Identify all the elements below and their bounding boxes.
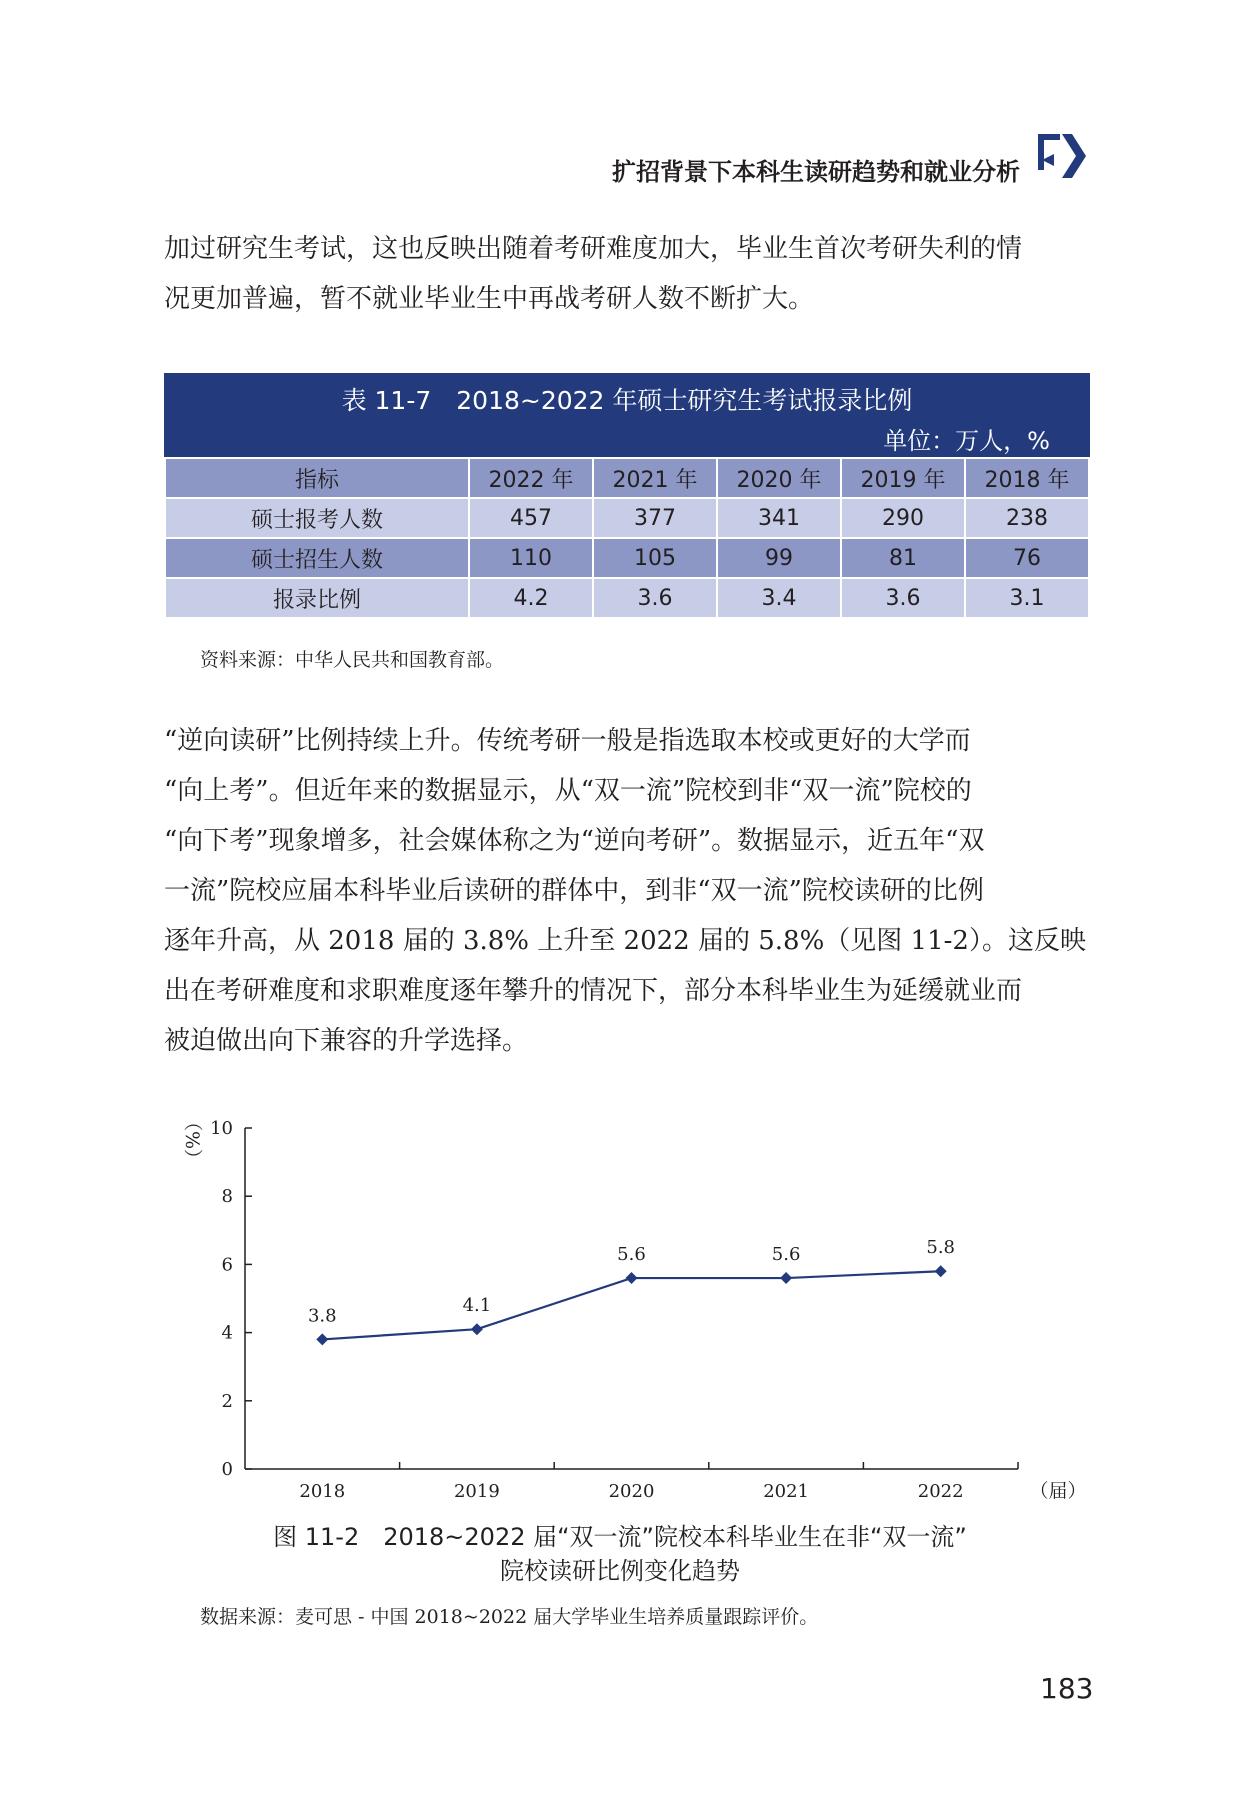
- paragraph-line: 加过研究生考试，这也反映出随着考研难度加大，毕业生首次考研失利的情: [164, 234, 1023, 264]
- table-cell: 377: [593, 498, 717, 538]
- table-cell: 3.6: [593, 578, 717, 618]
- table-source-note: 资料来源：中华人民共和国教育部。: [200, 649, 505, 671]
- data-point-marker: [935, 1265, 947, 1277]
- paragraph-line: 况更加普遍，暂不就业毕业生中再战考研人数不断扩大。: [164, 284, 815, 314]
- table-cell: 457: [469, 498, 593, 538]
- table-cell: 341: [717, 498, 841, 538]
- x-tick-label: 2020: [608, 1481, 655, 1502]
- table-row: [165, 578, 1089, 618]
- paragraph-line: 一流”院校应届本科毕业后读研的群体中，到非“双一流”院校读研的比例: [164, 876, 984, 906]
- table-cell: 99: [717, 538, 841, 578]
- figure-caption: [200, 1520, 1040, 1588]
- line-chart: [170, 1100, 1090, 1514]
- paragraph-line: “向上考”。但近年来的数据显示，从“双一流”院校到非“双一流”院校的: [164, 776, 972, 806]
- x-tick-label: 2019: [453, 1481, 500, 1502]
- figure-caption-line: 院校读研比例变化趋势: [500, 1557, 740, 1585]
- paragraph-line: 出在考研难度和求职难度逐年攀升的情况下，部分本科毕业生为延缓就业而: [164, 976, 1023, 1006]
- y-tick-label: 8: [221, 1186, 233, 1208]
- table-cell: 报录比例: [165, 578, 469, 618]
- table-column-header-row: [165, 458, 1089, 498]
- figure-source-note: 数据来源：麦可思 - 中国 2018~2022 届大学毕业生培养质量跟踪评价。: [200, 1606, 819, 1628]
- body-paragraph-2: [164, 716, 1092, 1066]
- table-header-band: [164, 373, 1090, 457]
- x-tick-label: 2018: [299, 1481, 346, 1502]
- table-grid: [164, 457, 1090, 619]
- table-cell: 81: [841, 538, 965, 578]
- table-cell: 290: [841, 498, 965, 538]
- running-header-title: 扩招背景下本科生读研趋势和就业分析: [612, 158, 1020, 186]
- chapter-logo-icon: [1036, 130, 1090, 186]
- data-point-marker: [626, 1272, 638, 1284]
- x-axis-label: （届）: [1029, 1480, 1087, 1502]
- table-cell: 硕士报考人数: [165, 498, 469, 538]
- y-axis-label: （%）: [181, 1111, 203, 1169]
- table-column-header: 2021 年: [593, 458, 717, 498]
- data-label: 5.8: [926, 1237, 956, 1259]
- paragraph-line: 被迫做出向下兼容的升学选择。: [164, 1026, 529, 1056]
- data-label: 3.8: [307, 1305, 337, 1327]
- y-tick-label: 0: [221, 1459, 233, 1480]
- table-column-header: 指标: [165, 458, 469, 498]
- table-row: [165, 538, 1089, 578]
- y-tick-label: 2: [221, 1390, 233, 1412]
- y-tick-label: 10: [210, 1118, 233, 1139]
- table-column-header: 2022 年: [469, 458, 593, 498]
- table-column-header: 2020 年: [717, 458, 841, 498]
- table-cell: 3.4: [717, 578, 841, 618]
- table-cell: 3.1: [965, 578, 1089, 618]
- enrollment-ratio-table: [164, 373, 1090, 619]
- data-point-marker: [780, 1272, 792, 1284]
- table-cell: 110: [469, 538, 593, 578]
- data-point-marker: [471, 1323, 483, 1335]
- paragraph-line: “逆向读研”比例持续上升。传统考研一般是指选取本校或更好的大学而: [164, 726, 971, 756]
- x-tick-label: 2021: [763, 1481, 810, 1502]
- table-row: [165, 498, 1089, 538]
- table-cell: 4.2: [469, 578, 593, 618]
- table-cell: 76: [965, 538, 1089, 578]
- table-column-header: 2019 年: [841, 458, 965, 498]
- table-unit: 单位：万人，%: [883, 427, 1050, 455]
- page-number: 183: [1040, 1672, 1094, 1705]
- table-cell: 238: [965, 498, 1089, 538]
- paragraph-line: 逐年升高，从 2018 届的 3.8% 上升至 2022 届的 5.8%（见图 11-2）。这反映: [164, 926, 1086, 956]
- table-title: 表 11-7 2018~2022 年硕士研究生考试报录比例: [341, 386, 913, 415]
- body-paragraph-1: [164, 224, 1092, 324]
- line-chart-svg: [170, 1100, 1090, 1510]
- x-tick-label: 2022: [917, 1481, 964, 1502]
- y-tick-label: 4: [221, 1322, 233, 1344]
- table-cell: 105: [593, 538, 717, 578]
- table-cell: 3.6: [841, 578, 965, 618]
- data-label: 4.1: [462, 1295, 492, 1317]
- data-point-marker: [316, 1333, 328, 1345]
- table-cell: 硕士招生人数: [165, 538, 469, 578]
- data-label: 5.6: [771, 1244, 801, 1266]
- paragraph-line: “向下考”现象增多，社会媒体称之为“逆向考研”。数据显示，近五年“双: [164, 826, 985, 856]
- data-label: 5.6: [617, 1244, 646, 1266]
- y-tick-label: 6: [221, 1254, 233, 1276]
- figure-caption-line: 图 11-2 2018~2022 届“双一流”院校本科毕业生在非“双一流”: [273, 1523, 967, 1551]
- table-column-header: 2018 年: [965, 458, 1089, 498]
